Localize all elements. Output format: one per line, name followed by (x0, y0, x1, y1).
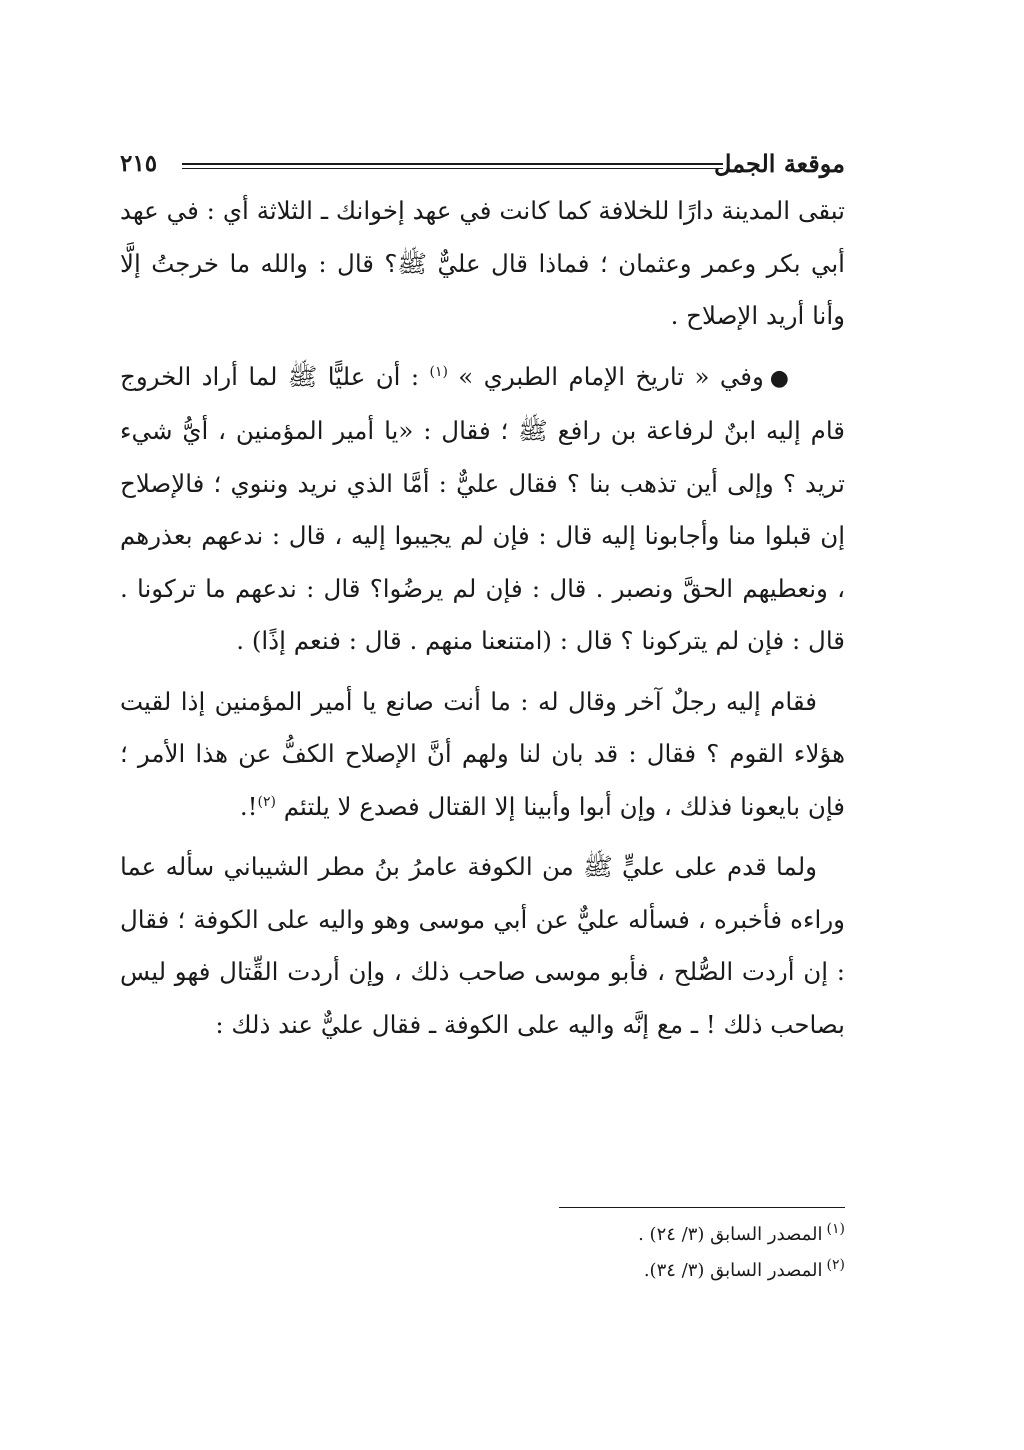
running-header (120, 145, 845, 183)
paragraph-text-start: وفي « تاريخ الإمام الطبري » (447, 361, 764, 391)
paragraph-text-start: فقام إليه رجلٌ آخر وقال له : ما أنت صانع يا أمير المؤمنين إذا لقيت هؤلاء القوم ؟ فقال : قد بان لنا ولهم أنَّ الإصلاح الكفُّ عن هذا الأمر ؛ فإن بايعونا فذلك ، وإن أبوا وأبينا إلا القتال فصدع لا يلتئم (120, 686, 845, 821)
chapter-title: موقعة الجمل (713, 149, 845, 178)
paragraph-text-end: : أن عليًّا ﷺ لما أراد الخروج قام إليه ابنٌ لرفاعة بن رافع ﷺ ؛ فقال : «يا أمير المؤمنين ، أيُّ شيء تريد ؟ وإلى أين تذهب بنا ؟ فقال عليٌّ : أمَّا الذي نريد وننوي ؛ فالإصلاح إن قبلوا منا وأجابونا إليه قال : فإن لم يجيبوا إليه ، قال : ندعهم بعذرهم ، ونعطيهم الحقَّ ونصبر . قال : فإن لم يرضُوا؟ قال : ندعهم ما تركونا . قال : فإن لم يتركونا ؟ قال : (امتنعنا منهم . قال : فنعم إذًا) . (120, 361, 845, 655)
paragraph-text: تبقى المدينة دارًا للخلافة كما كانت في عهد إخوانك ـ الثلاثة أي : في عهد أبي بكر وعمر وعثمان ؛ فماذا قال عليٌّ ﷺ؟ قال : والله ما خرجتُ إلَّا وأنا أريد الإصلاح . (120, 196, 845, 330)
header-rule (182, 163, 723, 165)
footnote-reference-2: (٢) (257, 793, 276, 810)
footnotes (120, 1207, 845, 1286)
footnote-text: المصدر السابق (٣/ ٢٤) . (638, 1224, 823, 1245)
page-number: ٢١٥ (120, 150, 158, 177)
footnote-text: المصدر السابق (٣/ ٣٤). (643, 1260, 823, 1281)
footnote-number: (١) (826, 1221, 845, 1237)
footnote-1 (120, 1220, 845, 1250)
header-rule-thin (182, 168, 723, 169)
bullet-icon: ● (769, 365, 789, 391)
book-page (120, 145, 845, 1415)
footnote-reference-1: (١) (429, 363, 448, 380)
paragraph-1 (120, 185, 845, 343)
paragraph-4 (120, 841, 845, 1051)
paragraph-3 (120, 676, 845, 834)
paragraph-2 (120, 351, 845, 668)
body-text (120, 185, 845, 1051)
footnote-2 (120, 1256, 845, 1286)
paragraph-text-end: !. (239, 791, 258, 821)
paragraph-text: ولما قدم على عليٍّ ﷺ من الكوفة عامرُ بنُ مطر الشيباني سأله عما وراءه فأخبره ، فسأله عليٌّ عن أبي موسى وهو واليه على الكوفة ؛ فقال : إن أردت الصُّلح ، فأبو موسى صاحب ذلك ، وإن أردت القِّتال فهو ليس بصاحب ذلك ! ـ مع إنَّه واليه على الكوفة ـ فقال عليٌّ عند ذلك : (120, 852, 845, 1039)
footnote-separator (559, 1207, 845, 1208)
footnote-number: (٢) (826, 1257, 845, 1273)
